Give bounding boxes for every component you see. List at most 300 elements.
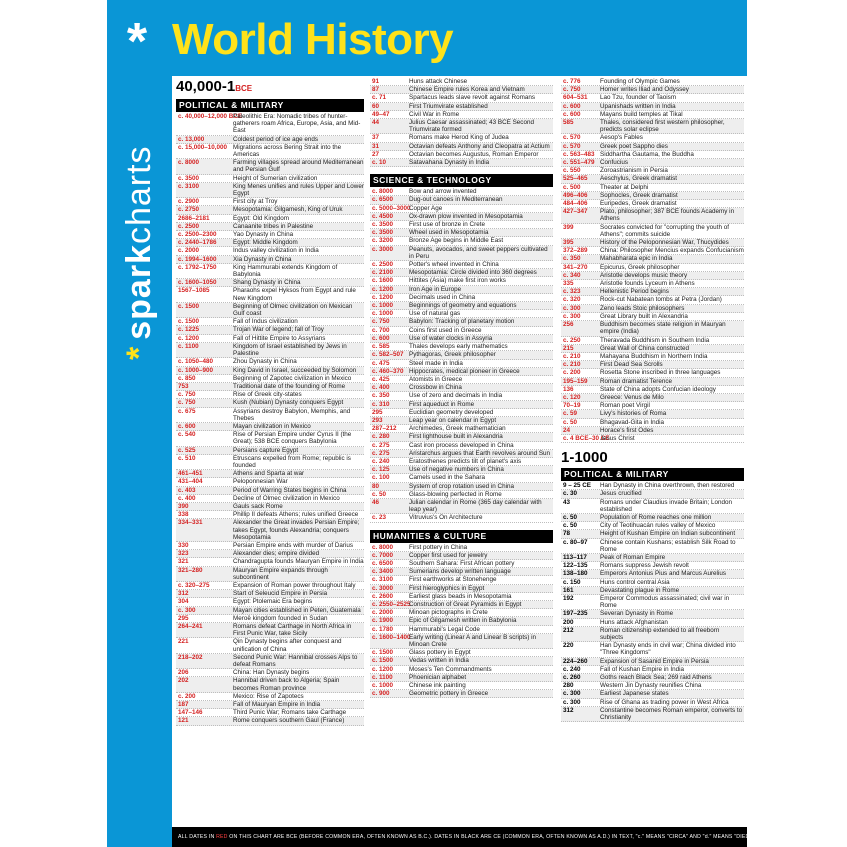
timeline-event: Kush (Nubian) Dynasty conquers Egypt	[233, 399, 344, 407]
timeline-date: c. 500	[563, 183, 581, 191]
timeline-date: c. 1050–480	[178, 358, 214, 366]
footer-text-2: ON THIS CHART ARE BCE (BEFORE COMMON ERA, OFTEN KNOWN AS B.C.). DATES IN BLACK ARE CE (COMMON ERA, OFTEN KNOWN AS A.D.) IN TEXT, "c." MEANS "CIRCA" AND "d." MEANS "DIED."	[229, 834, 754, 840]
timeline-row	[561, 208, 744, 223]
timeline-event: Rise of Ghana as trading power in West Africa	[600, 698, 729, 706]
timeline-row	[561, 435, 744, 443]
timeline-event: Athens and Sparta at war	[233, 470, 305, 478]
timeline-event: Beginning of Olmec civilization on Mexican Gulf coast	[233, 302, 353, 318]
timeline-event: Huns control central Asia	[600, 578, 670, 586]
timeline-date: 338	[178, 511, 189, 519]
timeline-row	[370, 474, 553, 482]
timeline-row	[370, 458, 553, 466]
timeline-event: Octavian becomes Augustus, Roman Emperor	[409, 150, 539, 158]
timeline-date: 9 – 25 CE	[563, 482, 592, 490]
timeline-date: c. 1100	[178, 342, 199, 350]
timeline-date: c. 280	[372, 433, 390, 441]
timeline-event: Aristotle founds Lyceum in Athens	[600, 280, 695, 288]
timeline-date: 295	[372, 408, 383, 416]
timeline-row	[370, 134, 553, 142]
brand-star-icon: *	[126, 13, 148, 71]
timeline-row	[561, 280, 744, 288]
timeline-row	[370, 674, 553, 682]
timeline-date: c. 310	[372, 400, 390, 408]
timeline-row	[561, 427, 744, 435]
timeline-date: c. 2500–2300	[178, 231, 217, 239]
timeline-event: Iron Age in Europe	[409, 285, 462, 293]
timeline-date: c. 1100	[372, 673, 393, 681]
logo-spark: spark	[120, 244, 158, 340]
timeline-date: c. 2440–1786	[178, 239, 217, 247]
timeline-date: c. 1600	[372, 277, 394, 285]
timeline-row	[370, 634, 553, 649]
timeline-date: 87	[372, 86, 380, 94]
timeline-event: Shang Dynasty in China	[233, 279, 301, 287]
timeline-row	[176, 487, 364, 495]
timeline-date: 195–159	[563, 377, 588, 385]
timeline-row	[176, 144, 364, 159]
timeline-event: King David in Israel, succeeded by Solomon	[233, 366, 357, 374]
timeline-event: Qin Dynasty begins after conquest and unification of China	[233, 638, 342, 653]
timeline-date: c. 8000	[372, 543, 394, 551]
timeline-event: Horace's first Odes	[600, 426, 654, 434]
timeline-row	[176, 408, 364, 423]
timeline-row	[370, 593, 553, 601]
timeline-row	[370, 159, 553, 167]
timeline-event: Indus valley civilization in India	[233, 247, 319, 255]
timeline-event: Fall of Indus civilization	[233, 318, 298, 326]
timeline-event: Babylon: Tracking of planetary motion	[409, 318, 515, 326]
timeline-date: c. 50	[563, 418, 578, 426]
timeline-event: First pottery in China	[409, 543, 468, 551]
timeline-event: Atomists in Greece	[409, 375, 463, 383]
timeline-event: Use of natural gas	[409, 310, 461, 318]
timeline-event: Use of zero and decimals in India	[409, 392, 503, 400]
timeline-row	[561, 353, 744, 361]
timeline-event: Ox-drawn plow invented in Mesopotamia	[409, 212, 523, 220]
timeline-event: Steel made in India	[409, 359, 463, 367]
timeline-row	[561, 103, 744, 111]
timeline-event: Peanuts, avocados, and sweet peppers cultivated in Peru	[409, 245, 548, 260]
timeline-event: Zoroastrianism in Persia	[600, 167, 668, 175]
timeline-event: Gauls sack Rome	[233, 502, 283, 510]
timeline-date: c. 1600–1400	[372, 633, 411, 641]
timeline-event: Vitruvius's On Architecture	[409, 514, 483, 522]
timeline-row	[370, 552, 553, 560]
timeline-date: 37	[372, 134, 380, 142]
timeline-date: 461–451	[178, 470, 203, 478]
timeline-event: First lighthouse built in Alexandria	[409, 433, 503, 441]
timeline-date: c. 2750	[178, 206, 200, 214]
timeline-date: c. 3500	[372, 229, 394, 237]
section-heading-political: POLITICAL & MILITARY	[176, 99, 364, 112]
spacer	[370, 523, 553, 529]
timeline-row	[370, 450, 553, 458]
timeline-event: Glass pottery in Egypt	[409, 649, 471, 657]
timeline-row	[176, 558, 364, 566]
timeline-date: c. 50	[563, 513, 578, 521]
timeline-date: 200	[563, 618, 574, 626]
timeline-date: c. 300	[563, 690, 581, 698]
timeline-list	[561, 482, 744, 722]
timeline-date: 256	[563, 321, 574, 329]
column-a	[176, 78, 364, 726]
timeline-date: c. 1600–1050	[178, 279, 217, 287]
timeline-row	[561, 402, 744, 410]
timeline-event: Southern Sahara: First African pottery	[409, 559, 515, 567]
timeline-event: First aqueduct in Rome	[409, 400, 475, 408]
timeline-event: Rise of Persian Empire under Cyrus II (the Great); 538 BCE conquers Babylonia	[233, 431, 352, 446]
timeline-event: Decimals used in China	[409, 293, 476, 301]
timeline-row	[176, 638, 364, 653]
timeline-row	[370, 576, 553, 584]
timeline-date: c. 776	[563, 78, 581, 85]
timeline-row	[370, 368, 553, 376]
timeline-row	[561, 419, 744, 427]
timeline-row	[176, 550, 364, 558]
timeline-event: Moses's Ten Commandments	[409, 665, 492, 673]
timeline-event: Bhagavad-Gita in India	[600, 418, 665, 426]
timeline-row	[561, 699, 744, 707]
timeline-event: City of Teotihuacán rules valley of Mexico	[600, 522, 716, 530]
timeline-event: Hellenistic Period begins	[600, 288, 669, 296]
timeline-row	[561, 562, 744, 570]
timeline-event: Hannibal driven back to Algeria; Spain becomes Roman province	[233, 677, 340, 692]
timeline-date: 330	[178, 541, 189, 549]
timeline-row	[561, 78, 744, 86]
timeline-date: c. 200	[563, 369, 581, 377]
timeline-date: c. 2100	[372, 269, 394, 277]
timeline-date: c. 525	[178, 446, 196, 454]
timeline-event: Peloponnesian War	[233, 478, 288, 486]
timeline-row	[176, 478, 364, 486]
timeline-row	[561, 530, 744, 538]
timeline-event: Romans make Herod King of Judea	[409, 134, 509, 142]
timeline-date: c. 275	[372, 441, 390, 449]
timeline-row	[370, 196, 553, 204]
timeline-event: Persian Empire ends with murder of Darius	[233, 541, 354, 549]
timeline-row	[561, 119, 744, 134]
timeline-date: c. 300	[563, 698, 581, 706]
timeline-date: c. 600	[178, 422, 196, 430]
timeline-row	[370, 229, 553, 237]
timeline-row	[176, 607, 364, 615]
timeline-row	[561, 86, 744, 94]
timeline-date: 122–135	[563, 562, 588, 570]
timeline-event: Beginning of Zapotec civilization in Mexico	[233, 374, 352, 382]
timeline-event: Crossbow in China	[409, 384, 462, 392]
timeline-date: c. 2900	[178, 198, 200, 206]
timeline-date: 136	[563, 385, 574, 393]
timeline-date: 390	[178, 502, 189, 510]
timeline-row	[176, 159, 364, 174]
timeline-event: Socrates convicted for "corrupting the youth of Athens"; commits suicide	[600, 223, 729, 238]
timeline-event: Aesop's Fables	[600, 134, 643, 142]
timeline-event: Thales, considered first western philosopher, predicts solar eclipse	[600, 119, 725, 134]
timeline-row	[370, 269, 553, 277]
timeline-row	[176, 343, 364, 358]
timeline-date: c. 2500	[372, 261, 394, 269]
timeline-date: c. 320	[563, 296, 581, 304]
timeline-row	[176, 231, 364, 239]
timeline-row	[370, 143, 553, 151]
timeline-date: 2686–2181	[178, 214, 210, 222]
timeline-row	[176, 470, 364, 478]
timeline-row	[370, 188, 553, 196]
timeline-row	[561, 579, 744, 587]
timeline-row	[561, 378, 744, 386]
timeline-event: Yao Dynasty in China	[233, 231, 294, 239]
timeline-row	[176, 318, 364, 326]
timeline-row	[561, 642, 744, 657]
timeline-date: 121	[178, 717, 189, 725]
timeline-event: Trojan War of legend; fall of Troy	[233, 326, 324, 334]
timeline-event: First hieroglyphics in Egypt	[409, 584, 485, 592]
timeline-date: 46	[372, 498, 380, 506]
timeline-row	[176, 175, 364, 183]
timeline-event: Use of water clocks in Assyria	[409, 334, 493, 342]
timeline-row	[561, 337, 744, 345]
timeline-row	[176, 590, 364, 598]
timeline-event: Aeschylus, Greek dramatist	[600, 175, 677, 183]
timeline-date: c. 750	[178, 399, 196, 407]
timeline-row	[176, 669, 364, 677]
timeline-row	[370, 286, 553, 294]
timeline-row	[561, 627, 744, 642]
timeline-date: c. 1000–900	[178, 366, 214, 374]
timeline-event: Confucius	[600, 159, 629, 167]
timeline-event: Rosetta Stone inscribed in three languages	[600, 369, 721, 377]
timeline-row	[561, 499, 744, 514]
timeline-event: Glass-blowing perfected in Rome	[409, 490, 502, 498]
timeline-date: c. 200	[178, 692, 196, 700]
timeline-row	[561, 224, 744, 239]
timeline-row	[176, 375, 364, 383]
timeline-row	[561, 386, 744, 394]
timeline-date: 91	[372, 78, 380, 85]
era-title-bce	[176, 78, 364, 98]
timeline-event: Hippocrates, medical pioneer in Greece	[409, 367, 520, 375]
timeline-row	[370, 318, 553, 326]
timeline-event: Chinese Empire rules Korea and Vietnam	[409, 86, 525, 94]
timeline-date: c. 210	[563, 361, 581, 369]
timeline-row	[176, 223, 364, 231]
timeline-date: 585	[563, 119, 574, 127]
timeline-date: 192	[563, 594, 574, 602]
timeline-date: 218–202	[178, 653, 203, 661]
timeline-date: c. 120	[563, 393, 581, 401]
timeline-date: 27	[372, 150, 380, 158]
timeline-date: c. 540	[178, 431, 196, 439]
timeline-date: 431–404	[178, 478, 203, 486]
timeline-event: Mesopotamia: Circle divided into 360 degrees	[409, 269, 537, 277]
timeline-date: c. 900	[372, 690, 390, 698]
timeline-event: Aristarchus argues that Earth revolves around Sun	[409, 449, 551, 457]
timeline-row	[370, 246, 553, 261]
timeline-row	[370, 392, 553, 400]
timeline-event: Earliest Japanese states	[600, 690, 669, 698]
timeline-row	[370, 514, 553, 522]
timeline-date: c. 563–483	[563, 150, 595, 158]
logo-charts: charts	[120, 145, 158, 245]
timeline-row	[561, 554, 744, 562]
timeline-row	[176, 717, 364, 725]
timeline-date: c. 350	[372, 392, 390, 400]
timeline-event: China: Philosopher Mencius expands Confucianism	[600, 247, 744, 255]
timeline-date: 753	[178, 382, 189, 390]
timeline-date: c. 750	[563, 86, 581, 94]
timeline-event: Civil War in Rome	[409, 110, 460, 118]
timeline-date: c. 1792–1750	[178, 263, 217, 271]
timeline-event: Egypt: Old Kingdom	[233, 214, 290, 222]
timeline-date: c. 300	[563, 304, 581, 312]
timeline-date: c. 403	[178, 486, 196, 494]
timeline-event: Vedas written in India	[409, 657, 469, 665]
timeline-event: Archimedes, Greek mathematician	[409, 425, 506, 433]
timeline-date: c. 350	[563, 255, 581, 263]
timeline-date: 78	[563, 530, 571, 538]
timeline-event: Pharaohs expel Hyksos from Egypt and rule New Kingdom	[233, 287, 356, 302]
timeline-event: Rise of Greek city-states	[233, 391, 302, 399]
timeline-event: Greek poet Sappho dies	[600, 142, 668, 150]
timeline-row	[561, 264, 744, 272]
timeline-event: Meroë kingdom founded in Sudan	[233, 614, 328, 622]
timeline-event: Hammurabi's Legal Code	[409, 625, 480, 633]
timeline-row	[561, 134, 744, 142]
section-heading-humanities: HUMANITIES & CULTURE	[370, 530, 553, 543]
timeline-date: 212	[563, 626, 574, 634]
timeline-date: c. 320–275	[178, 581, 210, 589]
timeline-row	[370, 376, 553, 384]
timeline-date: c. 50	[563, 522, 578, 530]
timeline-row	[176, 247, 364, 255]
timeline-row	[561, 394, 744, 402]
timeline-row	[370, 657, 553, 665]
timeline-date: 484–406	[563, 200, 588, 208]
timeline-date: c. 1000	[372, 682, 394, 690]
timeline-date: c. 6500	[372, 196, 394, 204]
timeline-event: China: Han Dynasty begins	[233, 669, 310, 677]
timeline-row	[176, 693, 364, 701]
timeline-event: Theravada Buddhism in Southern India	[600, 336, 710, 344]
timeline-event: Sophocles, Greek dramatist	[600, 191, 678, 199]
timeline-event: Romans defeat Carthage in North Africa in First Punic War, take Sicily	[233, 623, 352, 638]
timeline-event: Expansion of Roman power throughout Italy	[233, 581, 356, 589]
timeline-date: c. 3200	[372, 237, 394, 245]
timeline-event: Buddhism becomes state religion in Mauryan empire (India)	[600, 321, 726, 336]
timeline-date: c. 1200	[372, 293, 394, 301]
timeline-row	[370, 666, 553, 674]
timeline-row	[370, 483, 553, 491]
timeline-row	[561, 369, 744, 377]
timeline-row	[561, 658, 744, 666]
timeline-date: c. 71	[372, 94, 387, 102]
timeline-event: First Dead Sea Scrolls	[600, 361, 663, 369]
timeline-date: c. 1200	[372, 665, 394, 673]
timeline-event: Romans suppress Jewish revolt	[600, 562, 689, 570]
footer-red-word: RED	[216, 834, 228, 840]
timeline-event: First earthworks at Stonehenge	[409, 576, 497, 584]
timeline-event: Mauryan Empire expands through subcontinent	[233, 566, 328, 581]
timeline-event: Decline of Olmec civilization in Mexico	[233, 494, 340, 502]
timeline-event: Farming villages spread around Mediterranean and Persian Gulf	[233, 159, 364, 174]
timeline-event: Mayans build temples at Tikal	[600, 110, 683, 118]
timeline-date: 427–347	[563, 208, 588, 216]
timeline-date: 44	[372, 119, 380, 127]
timeline-row	[561, 151, 744, 159]
timeline-list	[176, 113, 364, 726]
timeline-row	[176, 455, 364, 470]
timeline-row	[176, 136, 364, 144]
timeline-event: Upanishads written in India	[600, 102, 676, 110]
timeline-event: Julius Caesar assassinated; 43 BCE Second Triumvirate formed	[409, 119, 534, 134]
timeline-event: Start of Seleucid Empire in Persia	[233, 590, 328, 598]
timeline-row	[370, 351, 553, 359]
timeline-list	[370, 78, 553, 167]
timeline-event: Euclidian geometry developed	[409, 408, 494, 416]
sparkcharts-logo	[120, 120, 160, 360]
timeline-row	[176, 582, 364, 590]
timeline-date: c. 570	[563, 134, 581, 142]
era-title-ce: 1-1000	[561, 449, 608, 467]
timeline-event: Alexander the Great invades Persian Empire; takes Egypt, founds Alexandria; conquers Mesopotamia	[233, 519, 360, 541]
timeline-event: Use of negative numbers in China	[409, 466, 504, 474]
timeline-row	[561, 239, 744, 247]
footer-note	[172, 827, 754, 847]
timeline-row	[370, 335, 553, 343]
timeline-list	[370, 544, 553, 699]
timeline-row	[370, 433, 553, 441]
timeline-event: Eratosthenes predicts tilt of planet's axis	[409, 457, 522, 465]
timeline-event: State of China adopts Confucian ideology	[600, 385, 716, 393]
timeline-row	[176, 423, 364, 431]
timeline-event: Fall of Hittite Empire to Assyrians	[233, 334, 326, 342]
timeline-row	[176, 215, 364, 223]
timeline-row	[176, 701, 364, 709]
timeline-date: c. 700	[372, 326, 390, 334]
timeline-event: Huns attack Afghanistan	[600, 618, 668, 626]
timeline-date: 321–280	[178, 566, 203, 574]
timeline-date: c. 10	[372, 159, 387, 167]
timeline-row	[561, 674, 744, 682]
timeline-row	[370, 425, 553, 433]
timeline-date: c. 240	[563, 665, 581, 673]
timeline-row	[561, 175, 744, 183]
timeline-row	[370, 78, 553, 86]
timeline-event: Height of Sumerian civilization	[233, 174, 318, 182]
timeline-row	[176, 519, 364, 542]
timeline-event: Western Jin Dynasty reunifies China	[600, 682, 702, 690]
timeline-event: Potter's wheel invented in China	[409, 261, 499, 269]
timeline-date: c. 275	[372, 449, 390, 457]
timeline-event: Height of Kushan Empire on Indian subcontinent	[600, 530, 736, 538]
timeline-event: Mayan civilization in Mexico	[233, 422, 311, 430]
timeline-event: Sumerians develop written language	[409, 568, 511, 576]
timeline-event: Constantine becomes Roman emperor, converts to Christianity	[600, 706, 743, 722]
timeline-date: c. 1000	[372, 310, 394, 318]
timeline-date: c. 1225	[178, 326, 200, 334]
timeline-event: Copper Age	[409, 204, 443, 212]
timeline-event: Rock-cut Nabatean tombs at Petra (Jordan)	[600, 296, 722, 304]
timeline-event: Bronze Age begins in Middle East	[409, 237, 504, 245]
timeline-date: c. 2000	[372, 609, 394, 617]
timeline-date: c. 1994–1600	[178, 255, 217, 263]
timeline-event: Roman poet Virgil	[600, 402, 650, 410]
timeline-event: Jesus Christ	[600, 434, 635, 442]
timeline-row	[561, 522, 744, 530]
timeline-event: Zhou Dynasty in China	[233, 358, 297, 366]
footer-text-1: ALL DATES IN	[178, 834, 215, 840]
era-title-suffix: BCE	[235, 84, 253, 93]
